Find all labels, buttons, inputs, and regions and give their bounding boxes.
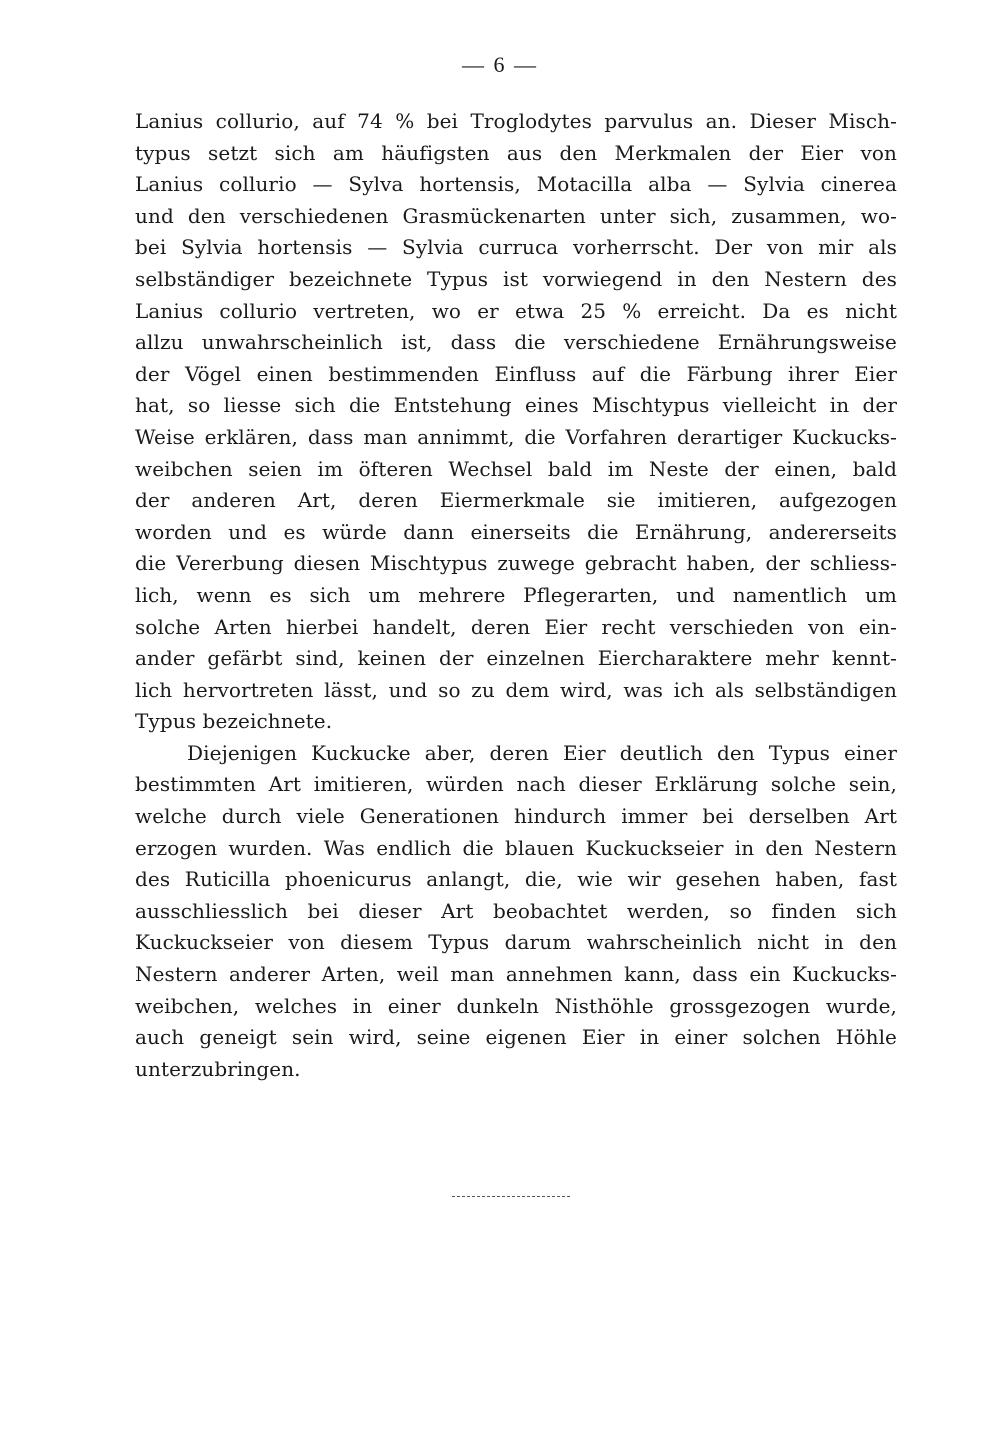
text-line: bei Sylvia hortensis — Sylvia curruca vorherrscht. Der von mir als xyxy=(135,235,897,260)
text-line: bestimmten Art imitieren, würden nach dieser Erklärung solche sein, xyxy=(135,772,897,797)
text-line: welche durch viele Generationen hindurch immer bei derselben Art xyxy=(135,804,897,829)
text-line: selbständiger bezeichnete Typus ist vorwiegend in den Nestern des xyxy=(135,266,897,291)
text-line: unterzubringen. xyxy=(135,1056,301,1081)
text-line: der Vögel einen bestimmenden Einfluss auf die Färbung ihrer Eier xyxy=(135,361,897,386)
paragraph-2 xyxy=(135,738,897,1086)
body-text xyxy=(135,106,897,1085)
text-line: Kuckuckseier von diesem Typus darum wahrscheinlich nicht in den xyxy=(135,930,897,955)
text-line: typus setzt sich am häufigsten aus den Merkmalen der Eier von xyxy=(135,140,897,165)
text-line: solche Arten hierbei handelt, deren Eier recht verschieden von ein- xyxy=(135,614,897,639)
text-line: Weise erklären, dass man annimmt, die Vorfahren derartiger Kuckucks- xyxy=(135,424,897,449)
text-line: und den verschiedenen Grasmückenarten unter sich, zusammen, wo- xyxy=(135,203,897,228)
text-line: allzu unwahrscheinlich ist, dass die verschiedene Ernährungsweise xyxy=(135,330,897,355)
text-line: des Ruticilla phoenicurus anlangt, die, wie wir gesehen haben, fast xyxy=(135,867,897,892)
text-line: erzogen wurden. Was endlich die blauen Kuckuckseier in den Nestern xyxy=(135,835,897,860)
text-line: Nestern anderer Arten, weil man annehmen kann, dass ein Kuckucks- xyxy=(135,962,897,987)
text-line: auch geneigt sein wird, seine eigenen Eier in einer solchen Höhle xyxy=(135,1025,897,1050)
paragraph-1 xyxy=(135,106,897,738)
text-line: Typus bezeichnete. xyxy=(135,709,333,734)
text-line: ander gefärbt sind, keinen der einzelnen Eiercharaktere mehr kennt- xyxy=(135,646,897,671)
text-line: worden und es würde dann einerseits die Ernährung, andererseits xyxy=(135,519,897,544)
text-line: Diejenigen Kuckucke aber, deren Eier deutlich den Typus einer xyxy=(187,740,897,765)
text-line: ausschliesslich bei dieser Art beobachtet werden, so finden sich xyxy=(135,898,897,923)
text-line: lich hervortreten lässt, und so zu dem wird, was ich als selbständigen xyxy=(135,677,897,702)
text-line: die Vererbung diesen Mischtypus zuwege gebracht haben, der schliess- xyxy=(135,551,897,576)
end-separator-rule xyxy=(452,1196,570,1197)
text-line: Lanius collurio vertreten, wo er etwa 25 % erreicht. Da es nicht xyxy=(135,298,897,323)
text-line: weibchen, welches in einer dunkeln Nisthöhle grossgezogen wurde, xyxy=(135,993,897,1018)
text-line: der anderen Art, deren Eiermerkmale sie imitieren, aufgezogen xyxy=(135,488,897,513)
text-line: Lanius collurio — Sylva hortensis, Motacilla alba — Sylvia cinerea xyxy=(135,172,897,197)
text-line: Lanius collurio, auf 74 % bei Troglodytes parvulus an. Dieser Misch- xyxy=(135,109,897,133)
page-number: — 6 — xyxy=(462,52,538,77)
text-line: weibchen seien im öfteren Wechsel bald im Neste der einen, bald xyxy=(135,456,897,481)
text-line: lich, wenn es sich um mehrere Pflegerarten, und namentlich um xyxy=(135,582,897,607)
text-line: hat, so liesse sich die Entstehung eines Mischtypus vielleicht in der xyxy=(135,393,897,418)
